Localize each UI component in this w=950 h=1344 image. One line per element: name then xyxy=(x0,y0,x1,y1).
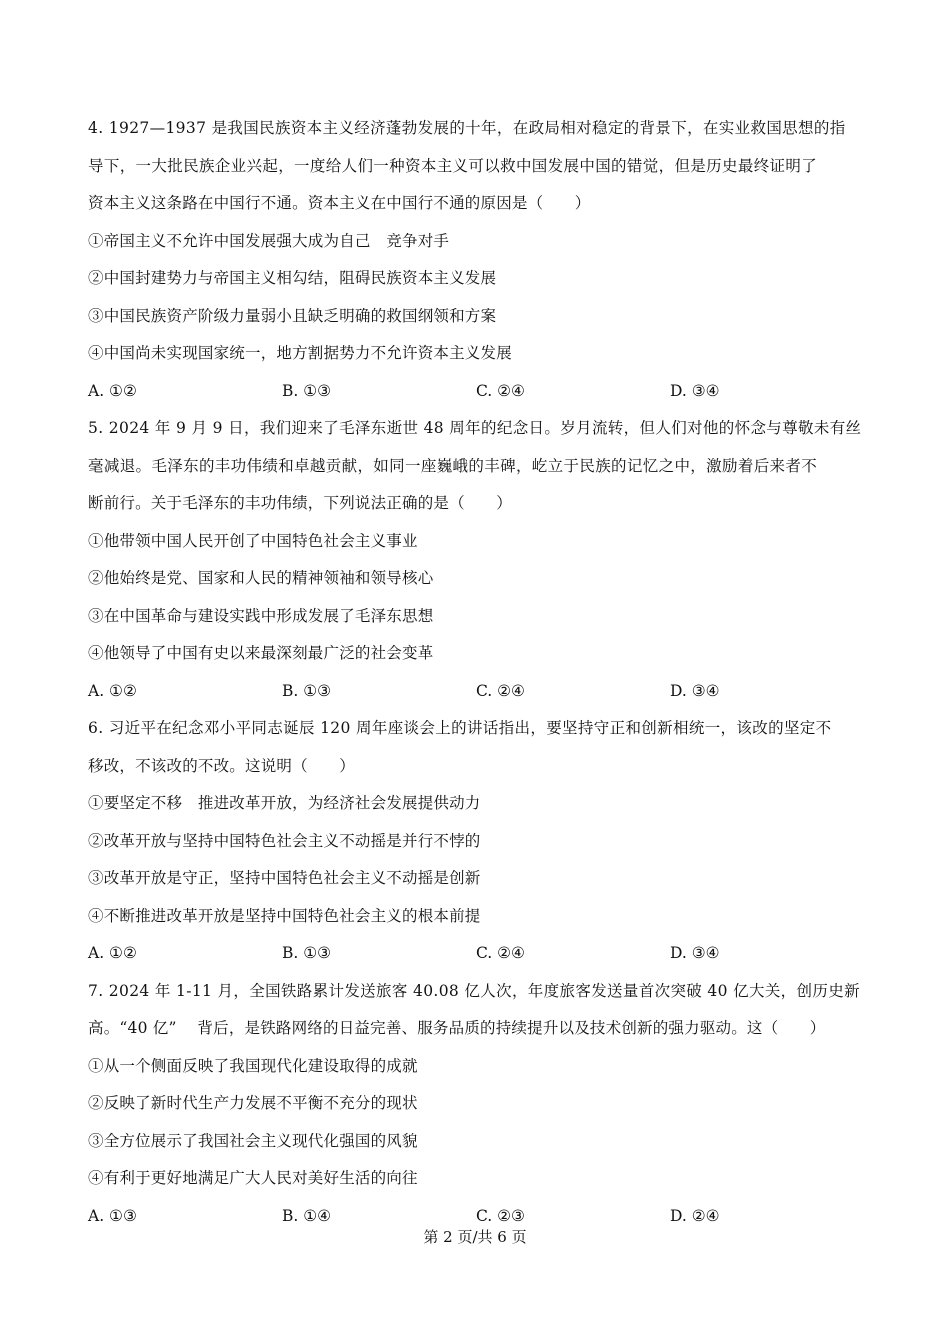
question-7 xyxy=(88,973,883,1236)
question-stem-line: 毫减退。毛泽东的丰功伟绩和卓越贡献，如同一座巍峨的丰碑，屹立于民族的记忆之中，激励着后来者不 xyxy=(88,456,818,475)
option-a[interactable]: A. ①② xyxy=(88,381,137,400)
option-d[interactable]: D. ③④ xyxy=(670,681,720,700)
question-6 xyxy=(88,710,883,973)
question-stem-line: 移改，不该改的不改。这说明（ ） xyxy=(88,756,355,775)
statement-item: ②他始终是党、国家和人民的精神领袖和领导核心 xyxy=(88,569,434,587)
option-b[interactable]: B. ①③ xyxy=(282,381,332,400)
question-stem-line: 6. 习近平在纪念邓小平同志诞辰 120 周年座谈会上的讲话指出，要坚持守正和创新相统一，该改的坚定不 xyxy=(88,719,832,737)
page-number-footer: 第 2 页/共 6 页 xyxy=(423,1228,527,1246)
statement-item: ④他领导了中国有史以来最深刻最广泛的社会变革 xyxy=(88,644,434,662)
statement-item: ①帝国主义不允许中国发展强大成为自己 竞争对手 xyxy=(88,231,450,250)
statement-item: ①他带领中国人民开创了中国特色社会主义事业 xyxy=(88,531,418,550)
option-d[interactable]: D. ③④ xyxy=(670,944,720,962)
option-b[interactable]: B. ①③ xyxy=(282,944,332,962)
option-a[interactable]: A. ①③ xyxy=(88,1206,137,1225)
question-stem-line: 4. 1927—1937 是我国民族资本主义经济蓬勃发展的十年，在政局相对稳定的背景下，在实业救国思想的指 xyxy=(88,119,846,137)
question-stem-line: 5. 2024 年 9 月 9 日，我们迎来了毛泽东逝世 48 周年的纪念日。岁月流转，但人们对他的怀念与尊敬未有丝 xyxy=(88,419,862,437)
statement-item: ②反映了新时代生产力发展不平衡不充分的现状 xyxy=(88,1094,418,1112)
question-stem-line: 高。“40 亿” 背后，是铁路网络的日益完善、服务品质的持续提升以及技术创新的强力驱动。这（ ） xyxy=(88,1019,826,1037)
option-a[interactable]: A. ①② xyxy=(88,681,137,700)
statement-item: ①要坚定不移 推进改革开放，为经济社会发展提供动力 xyxy=(88,794,481,812)
statement-item: ④不断推进改革开放是坚持中国特色社会主义的根本前提 xyxy=(88,906,481,925)
option-c[interactable]: C. ②③ xyxy=(476,1206,525,1225)
option-d[interactable]: D. ③④ xyxy=(670,381,720,400)
question-stem-line: 资本主义这条路在中国行不通。资本主义在中国行不通的原因是（ ） xyxy=(88,194,591,212)
option-c[interactable]: C. ②④ xyxy=(476,381,525,400)
option-b[interactable]: B. ①④ xyxy=(282,1206,332,1225)
option-c[interactable]: C. ②④ xyxy=(476,944,525,962)
question-4 xyxy=(88,110,883,410)
statement-item: ④中国尚未实现国家统一，地方割据势力不允许资本主义发展 xyxy=(88,344,512,362)
option-c[interactable]: C. ②④ xyxy=(476,681,525,700)
statement-item: ②中国封建势力与帝国主义相勾结，阻碍民族资本主义发展 xyxy=(88,269,497,287)
statement-item: ③改革开放是守正，坚持中国特色社会主义不动摇是创新 xyxy=(88,869,481,887)
option-a[interactable]: A. ①② xyxy=(88,944,137,962)
option-b[interactable]: B. ①③ xyxy=(282,681,332,700)
statement-item: ①从一个侧面反映了我国现代化建设取得的成就 xyxy=(88,1056,418,1075)
question-stem-line: 断前行。关于毛泽东的丰功伟绩，下列说法正确的是（ ） xyxy=(88,494,512,512)
answer-options xyxy=(88,673,883,711)
statement-item: ④有利于更好地满足广大人民对美好生活的向往 xyxy=(88,1169,418,1187)
statement-item: ③在中国革命与建设实践中形成发展了毛泽东思想 xyxy=(88,606,434,625)
answer-options xyxy=(88,373,883,411)
statement-item: ②改革开放与坚持中国特色社会主义不动摇是并行不悖的 xyxy=(88,831,481,850)
option-d[interactable]: D. ②④ xyxy=(670,1206,720,1225)
statement-item: ③全方位展示了我国社会主义现代化强国的风貌 xyxy=(88,1131,418,1150)
question-stem-line: 导下，一大批民族企业兴起，一度给人们一种资本主义可以救中国发展中国的错觉，但是历史最终证明了 xyxy=(88,156,818,175)
question-5 xyxy=(88,410,883,710)
exam-page xyxy=(88,110,883,1235)
question-stem-line: 7. 2024 年 1-11 月，全国铁路累计发送旅客 40.08 亿人次，年度旅客发送量首次突破 40 亿大关，创历史新 xyxy=(88,981,860,1000)
statement-item: ③中国民族资产阶级力量弱小且缺乏明确的救国纲领和方案 xyxy=(88,306,497,325)
answer-options xyxy=(88,935,883,973)
